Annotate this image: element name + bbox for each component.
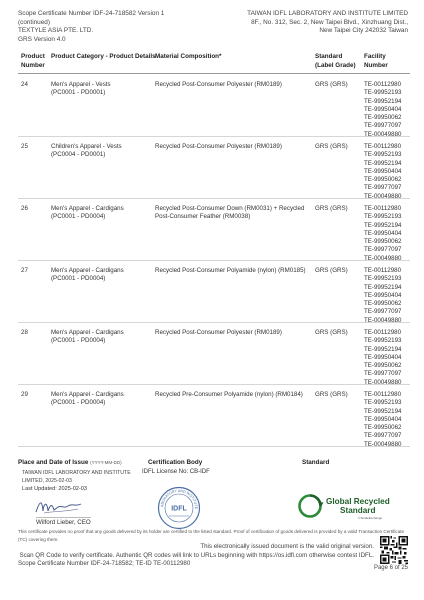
page-number: Page 6 of 25 [373,565,408,571]
standard-cell: GRS (GRS) [315,329,348,336]
material-line: Recycled Post-Consumer Polyester (RM0189) [155,81,282,88]
facility-number: TE-00112980 [364,329,402,336]
category-cell [51,205,166,222]
table-header [18,50,410,74]
col-product-number [21,53,45,70]
material-cell [155,329,320,337]
category-cell [51,143,166,160]
facility-number: TE-99950062 [364,176,402,184]
facility-cell [364,143,402,201]
verify-line-2: Scan QR Code to verify certificate. Authentic QR codes will link to URLs beginning with https://os.idfl.com otherwise contest IDFL. [19,552,374,559]
signer-name: Wilford Lieber, CEO [36,519,91,526]
facility-cell [364,205,402,263]
cert-body-license: IDFL License No: CB-IDF [142,469,210,475]
category-cell [51,267,166,284]
product-number-cell: 24 [21,81,28,88]
facility-cell [364,81,402,139]
verify-line-1: This electronically issued document is the valid original version. [200,543,374,550]
table-row [18,199,410,261]
category-cell [51,391,166,408]
facility-number: TE-99952194 [364,221,402,229]
facility-number: TE-99952193 [364,399,402,407]
material-cell [155,143,320,151]
category-line: Children's Apparel - Vests [51,143,122,150]
facility-number: TE-00049880 [364,254,402,262]
facility-number: TE-99952194 [364,159,402,167]
facility-number: TE-99977097 [364,246,402,254]
table-row [18,323,410,385]
header-address-1: 8F., No. 312, Sec. 2, New Taipei Blvd., Xinzhuang Dist., [251,18,408,26]
facility-number: TE-99952193 [364,151,402,159]
grs-logo-line1: Global Recycled [326,497,390,506]
col-category: Product Category - Product Details [51,53,156,60]
material-line: Recycled Post-Consumer Polyester (RM0189) [155,329,282,336]
col-product-number-line2: Number [21,61,45,69]
facility-number: TE-00049880 [364,440,402,448]
grs-logo-line2: Standard [340,506,376,515]
product-number-cell: 26 [21,205,28,212]
table-row [18,75,410,137]
seal-ring-text: ABORATORY AND INSTITUTE [159,488,199,510]
facility-number: TE-99952193 [364,337,402,345]
facility-number: TE-99950062 [364,238,402,246]
cert-number-line: Scope Certificate Number IDF-24-718582; TE-ID TE-00112980 [18,560,191,567]
facility-number: TE-99952193 [364,275,402,283]
facility-number: TE-99977097 [364,308,402,316]
facility-number: TE-99950404 [364,415,402,423]
col-product-number-line1: Product [21,53,45,60]
category-cell [51,81,166,98]
header-right [247,10,408,36]
standard-cell: GRS (GRS) [315,205,348,212]
grs-logo-icon [298,488,394,524]
facility-number: TE-99950404 [364,229,402,237]
category-line: Men's Apparel - Cardigans [51,391,124,398]
facility-cell [364,329,402,387]
facility-cell [364,391,402,449]
place-lines [22,469,131,485]
material-cell [155,81,320,89]
material-line: Recycled Post-Consumer Down (RM0031) + Recycled [155,205,305,212]
category-line: Men's Apparel - Cardigans [51,267,124,274]
category-line: Men's Apparel - Cardigans [51,329,124,336]
seal-center-text: IDFL [171,505,187,513]
table-row [18,137,410,199]
idfl-seal-icon [157,486,201,530]
facility-number: TE-99952194 [364,345,402,353]
col-standard [315,53,356,70]
col-standard-line1: Standard [315,53,343,60]
category-line: (PC0001 - PD0004) [51,399,106,407]
col-facility-line1: Facility [364,53,386,60]
standard-cell: GRS (GRS) [315,143,348,150]
facility-number: TE-99952193 [364,89,402,97]
header-issuer: TAIWAN IDFL LABORATORY AND INSTITUTE LIMITED [247,10,408,17]
category-line: (PC0001 - PD0004) [51,213,106,221]
place-date-title-text: Place and Date of Issue [18,459,89,466]
material-cell [155,391,320,399]
grs-logo-small: ©TextileExchange [358,516,383,520]
category-line: Men's Apparel - Cardigans [51,205,124,212]
product-number-cell: 28 [21,329,28,336]
standard-cell: GRS (GRS) [315,81,348,88]
facility-number: TE-99950062 [364,114,402,122]
col-facility-line2: Number [364,61,388,69]
header-left [18,10,164,44]
facility-number: TE-00112980 [364,81,402,88]
facility-number: TE-99950404 [364,105,402,113]
facility-number: TE-99950404 [364,291,402,299]
place-line-2: LIMITED, 2025-02-03 [22,478,72,484]
facility-number: TE-99952193 [364,213,402,221]
signature-image [34,497,84,517]
material-line: Recycled Post-Consumer Polyester (RM0189) [155,143,282,150]
table-row [18,385,410,447]
facility-number: TE-99950062 [364,300,402,308]
facility-number: TE-99950404 [364,353,402,361]
facility-number: TE-99952194 [364,407,402,415]
place-date-format: (YYYY-MM-DD) [90,460,122,465]
facility-number: TE-00112980 [364,205,402,212]
facility-number: TE-99977097 [364,184,402,192]
cert-body-title: Certification Body [148,459,203,466]
facility-number: TE-00112980 [364,267,402,274]
material-line: Recycled Pre-Consumer Polyamide (nylon) (RM0184) [155,391,303,398]
category-cell [51,329,166,346]
header-version: GRS Version 4.0 [18,35,66,43]
material-cell [155,205,320,222]
product-number-cell: 29 [21,391,28,398]
product-number-cell: 25 [21,143,28,150]
facility-number: TE-99977097 [364,432,402,440]
standard-title: Standard [302,459,330,466]
facility-number: TE-99952194 [364,97,402,105]
facility-number: TE-00049880 [364,378,402,386]
col-facility [364,53,388,70]
place-date-title [18,459,122,466]
facility-number: TE-00112980 [364,143,402,150]
facility-number: TE-99950404 [364,167,402,175]
facility-number: TE-99952194 [364,283,402,291]
category-line: Men's Apparel - Vests [51,81,111,88]
facility-number: TE-00112980 [364,391,402,398]
header-continued: (continued) [18,18,50,26]
material-line: Post-Consumer Feather (RM0038) [155,213,251,221]
facility-number: TE-00049880 [364,130,402,138]
header-address-2: New Taipei City 242032 Taiwan [319,27,408,35]
facility-cell [364,267,402,325]
facility-number: TE-99977097 [364,122,402,130]
place-line-1: TAIWAN IDFL LABORATORY AND INSTITUTE [22,470,131,476]
material-cell [155,267,320,275]
category-line: (PC0001 - PD0004) [51,337,106,345]
standard-cell: GRS (GRS) [315,391,348,398]
facility-number: TE-00049880 [364,316,402,324]
facility-number: TE-99977097 [364,370,402,378]
category-line: (PC0001 - PD0001) [51,89,106,97]
header-company: TEXTYLE ASIA PTE. LTD. [18,27,94,35]
disclaimer-text: This certificate provides no proof that any goods delivered by its holder are certified to the listed standard. Proof of certification of goods delivered is provided by a valid Transaction Certificate (TC) covering them. [18,529,405,542]
product-number-cell: 27 [21,267,28,274]
qr-code-icon[interactable] [380,536,408,564]
last-updated: Last Updated: 2025-02-03 [22,486,87,492]
facility-number: TE-99950062 [364,424,402,432]
facility-number: TE-00049880 [364,192,402,200]
category-line: (PC0004 - PD0001) [51,151,106,159]
col-standard-line2: (Label Grade) [315,61,356,69]
table-row [18,261,410,323]
facility-number: TE-99950062 [364,362,402,370]
standard-cell: GRS (GRS) [315,267,348,274]
header-cert-number: Scope Certificate Number IDF-24-718582 Version 1 [18,10,165,17]
col-material: Material Composition* [155,53,222,60]
material-line: Recycled Post-Consumer Polyamide (nylon) (RM0185) [155,267,306,274]
category-line: (PC0001 - PD0004) [51,275,106,283]
